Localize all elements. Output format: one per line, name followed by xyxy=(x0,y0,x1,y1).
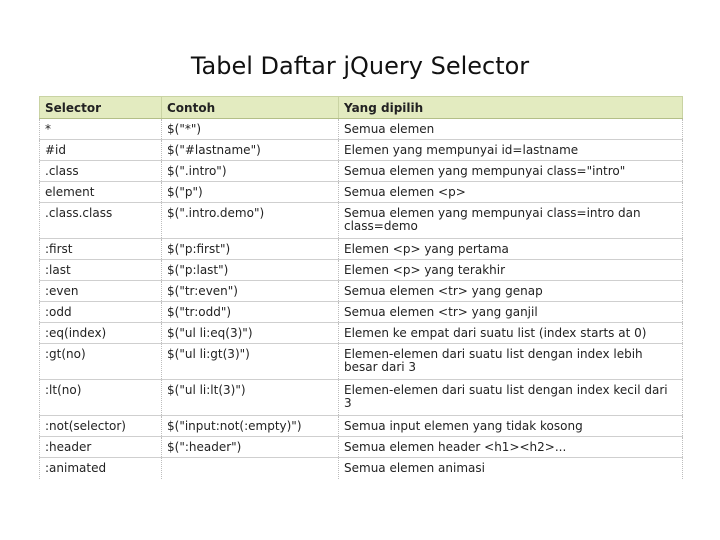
cell-selector: :lt(no) xyxy=(40,380,162,416)
cell-selector: * xyxy=(40,119,162,140)
cell-example: $("tr:odd") xyxy=(162,302,339,323)
table-row xyxy=(40,437,683,458)
cell-selector: :odd xyxy=(40,302,162,323)
cell-example: $(":header") xyxy=(162,437,339,458)
cell-result: Semua elemen <p> xyxy=(339,182,683,203)
column-header-selector: Selector xyxy=(40,97,162,119)
table-row xyxy=(40,323,683,344)
column-header-result: Yang dipilih xyxy=(339,97,683,119)
cell-result: Semua elemen yang mempunyai class=intro dan class=demo xyxy=(339,203,683,239)
cell-example: $("#lastname") xyxy=(162,140,339,161)
cell-result: Semua elemen yang mempunyai class="intro" xyxy=(339,161,683,182)
table-header-row xyxy=(40,97,683,119)
cell-example: $("p:first") xyxy=(162,239,339,260)
cell-result: Elemen <p> yang pertama xyxy=(339,239,683,260)
table-row xyxy=(40,458,683,479)
cell-example: $("ul li:lt(3)") xyxy=(162,380,339,416)
cell-result: Semua elemen header <h1><h2>... xyxy=(339,437,683,458)
cell-selector: :header xyxy=(40,437,162,458)
cell-result: Semua elemen <tr> yang genap xyxy=(339,281,683,302)
cell-selector: .class.class xyxy=(40,203,162,239)
cell-example: $("ul li:gt(3)") xyxy=(162,344,339,380)
cell-example: $("p:last") xyxy=(162,260,339,281)
cell-result: Semua elemen <tr> yang ganjil xyxy=(339,302,683,323)
cell-example: $("tr:even") xyxy=(162,281,339,302)
cell-result: Elemen ke empat dari suatu list (index starts at 0) xyxy=(339,323,683,344)
table-row xyxy=(40,260,683,281)
cell-selector: #id xyxy=(40,140,162,161)
table-row xyxy=(40,119,683,140)
cell-result: Elemen <p> yang terakhir xyxy=(339,260,683,281)
cell-result: Elemen-elemen dari suatu list dengan index lebih besar dari 3 xyxy=(339,344,683,380)
cell-result: Elemen-elemen dari suatu list dengan index kecil dari 3 xyxy=(339,380,683,416)
table-row xyxy=(40,302,683,323)
cell-example: $(".intro") xyxy=(162,161,339,182)
cell-selector: :last xyxy=(40,260,162,281)
cell-result: Elemen yang mempunyai id=lastname xyxy=(339,140,683,161)
cell-example: $("input:not(:empty)") xyxy=(162,416,339,437)
cell-selector: :even xyxy=(40,281,162,302)
table-row xyxy=(40,203,683,239)
cell-selector: :not(selector) xyxy=(40,416,162,437)
cell-result: Semua input elemen yang tidak kosong xyxy=(339,416,683,437)
cell-selector: element xyxy=(40,182,162,203)
cell-example: $("p") xyxy=(162,182,339,203)
selector-table xyxy=(39,96,683,479)
cell-result: Semua elemen animasi xyxy=(339,458,683,479)
slide-title: Tabel Daftar jQuery Selector xyxy=(190,52,530,80)
cell-selector: .class xyxy=(40,161,162,182)
table-row xyxy=(40,344,683,380)
cell-example: $(".intro.demo") xyxy=(162,203,339,239)
cell-example: $("*") xyxy=(162,119,339,140)
cell-selector: :animated xyxy=(40,458,162,479)
table-row xyxy=(40,182,683,203)
table-row xyxy=(40,239,683,260)
cell-selector: :first xyxy=(40,239,162,260)
cell-example xyxy=(162,458,339,479)
cell-selector: :gt(no) xyxy=(40,344,162,380)
table-row xyxy=(40,140,683,161)
cell-selector: :eq(index) xyxy=(40,323,162,344)
table-row xyxy=(40,416,683,437)
table-row xyxy=(40,380,683,416)
table-row xyxy=(40,281,683,302)
cell-example: $("ul li:eq(3)") xyxy=(162,323,339,344)
column-header-example: Contoh xyxy=(162,97,339,119)
table-row xyxy=(40,161,683,182)
cell-result: Semua elemen xyxy=(339,119,683,140)
